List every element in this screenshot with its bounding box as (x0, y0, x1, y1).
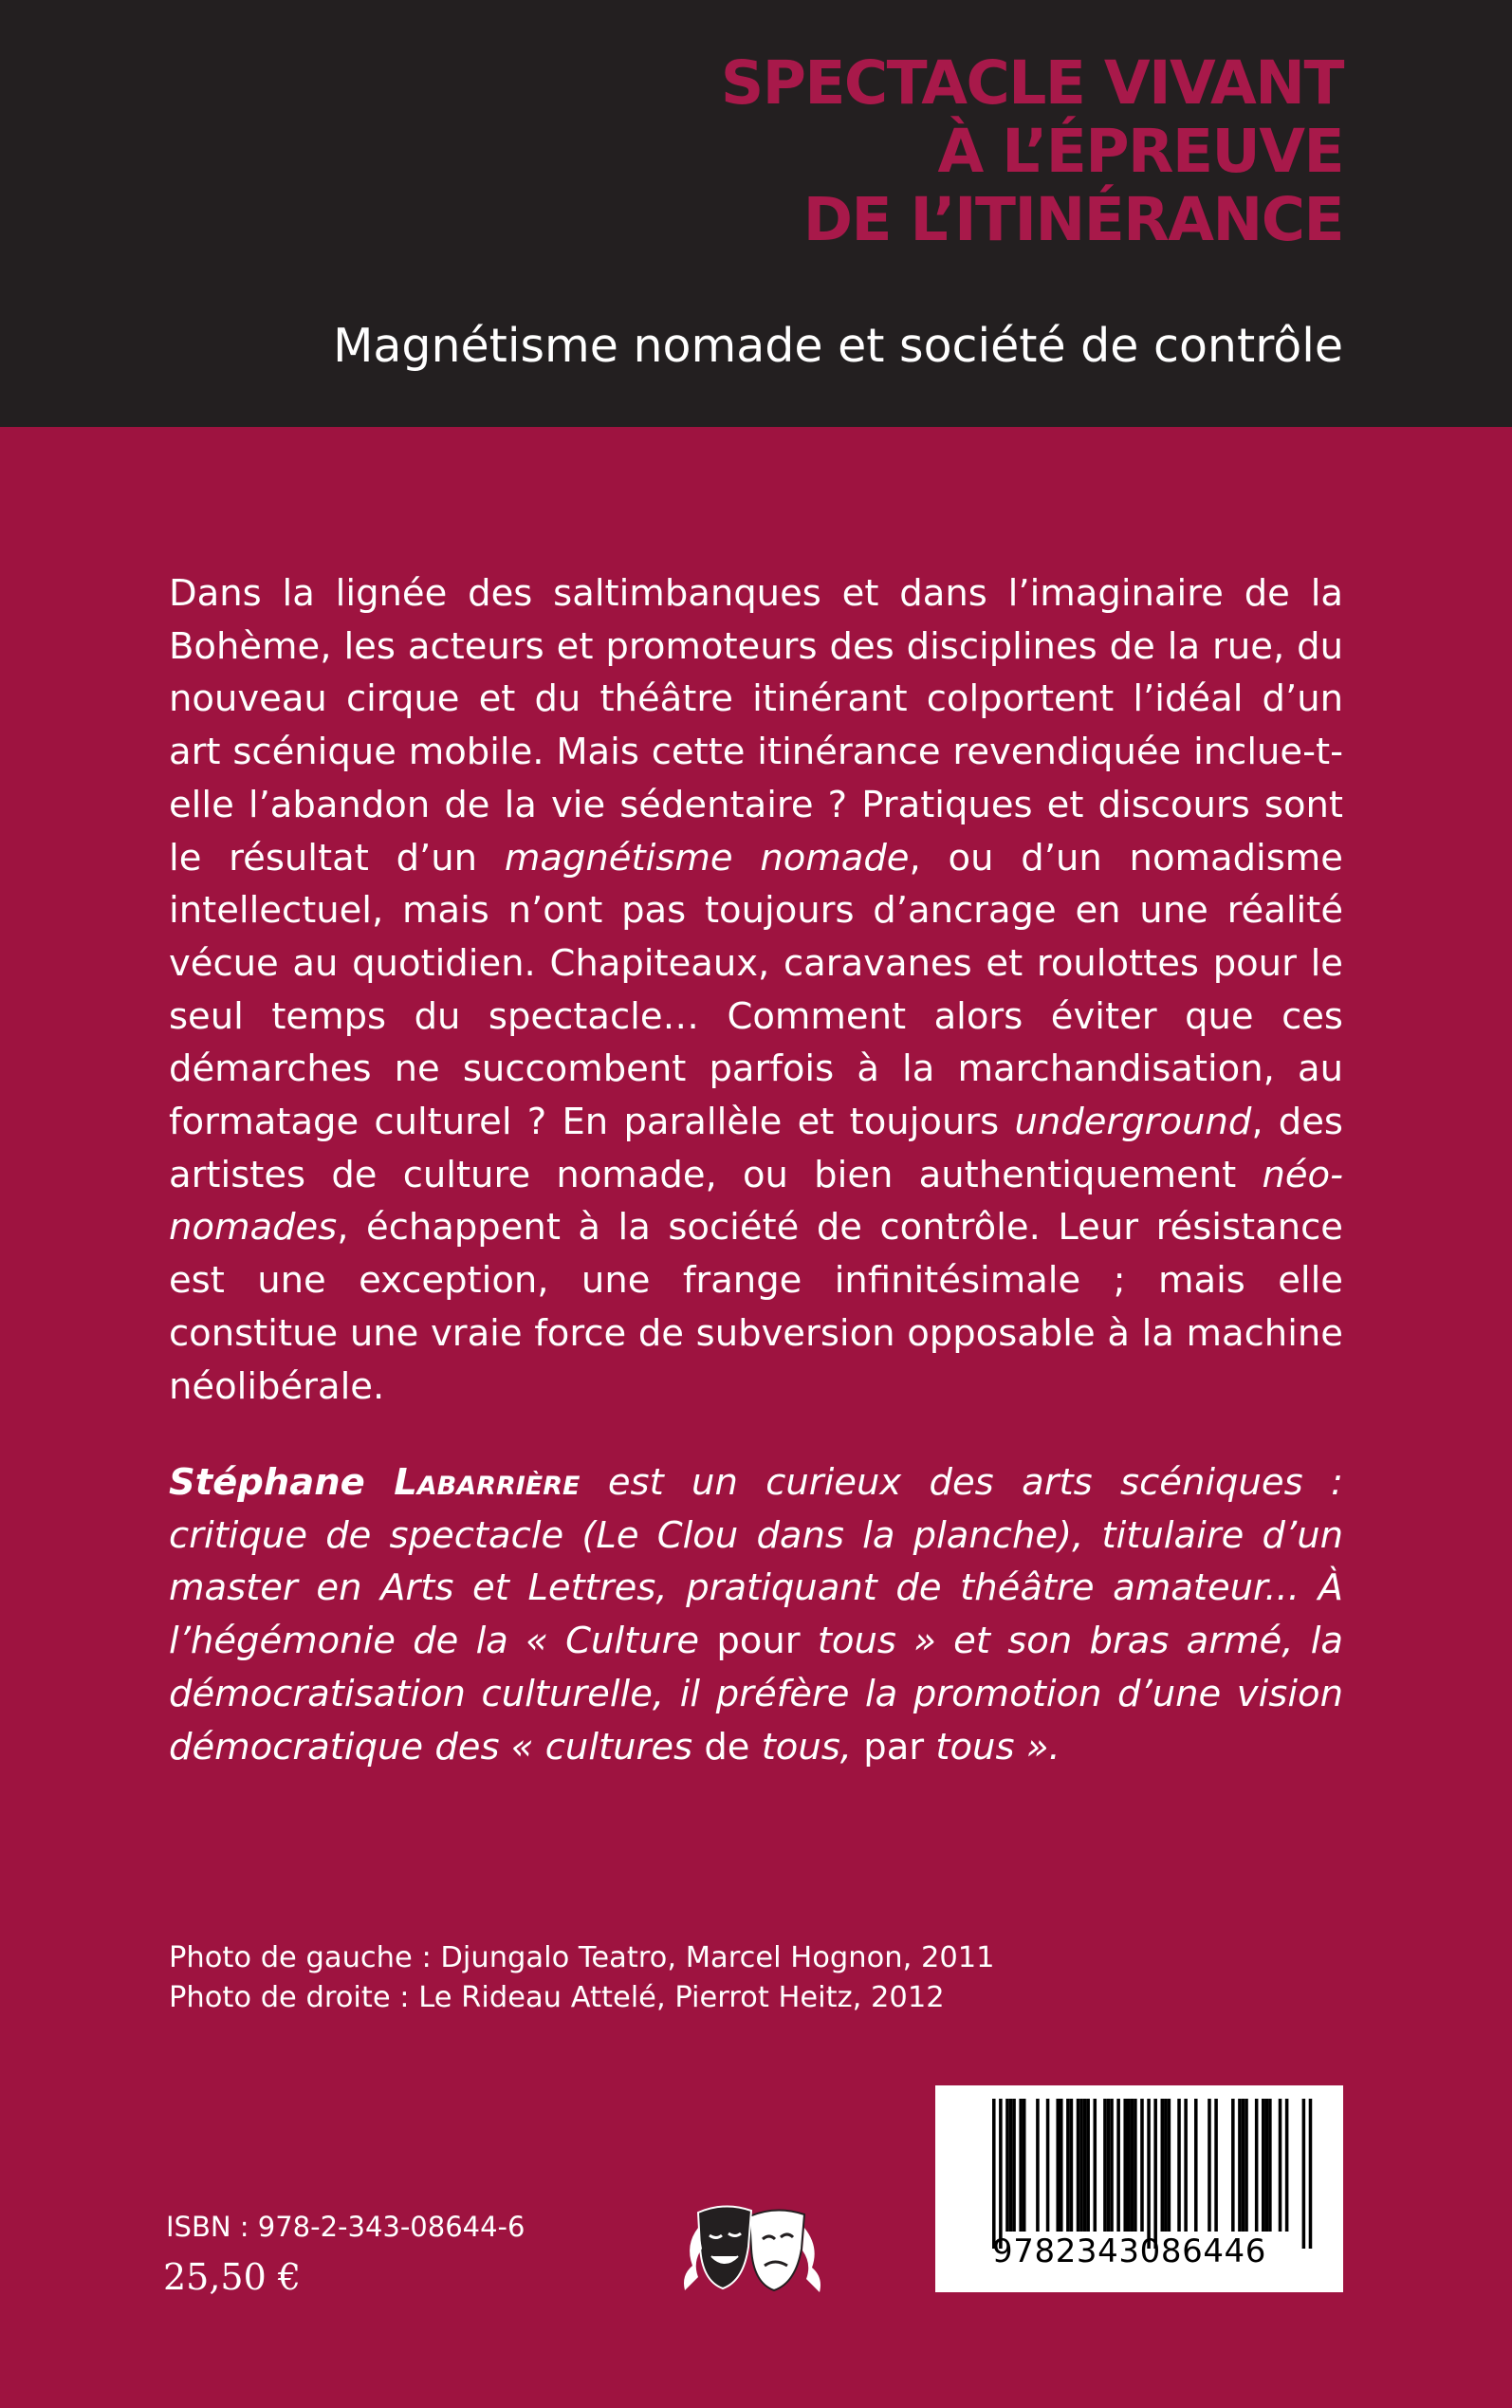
isbn-label: ISBN : 978-2-343-08644-6 (166, 2211, 526, 2243)
barcode-bar (1060, 2099, 1063, 2232)
summary-paragraph (169, 567, 1343, 1413)
barcode-bar (1242, 2099, 1245, 2232)
summary-emphasis-2: underground (1014, 1101, 1252, 1144)
bio-upright-2: de (704, 1725, 750, 1769)
price-label: 25,50 € (163, 2256, 302, 2298)
barcode-bar (1046, 2099, 1050, 2232)
credit-left-photo: Photo de gauche : Djungalo Teatro, Marcel Hognon, 2011 (169, 1941, 995, 1974)
title-line-3: DE L’ITINÉRANCE (802, 185, 1343, 254)
barcode-bar (1009, 2099, 1013, 2232)
barcode-bar (1279, 2099, 1282, 2232)
barcode-bar (1285, 2099, 1289, 2232)
barcode-bar (1265, 2099, 1269, 2232)
barcode-bar (1066, 2099, 1070, 2232)
barcode-bar (1079, 2099, 1083, 2232)
barcode-bar (1168, 2099, 1171, 2232)
barcode-bar (1262, 2099, 1265, 2232)
summary-text-3: , des artistes de culture nomade, ou bien authentiquement (169, 1101, 1343, 1196)
barcode-bar (1140, 2099, 1144, 2232)
barcode-bar (1153, 2099, 1157, 2249)
barcode-bar (1208, 2099, 1211, 2232)
barcode-bar (1103, 2099, 1107, 2232)
barcode-bar (1161, 2099, 1165, 2232)
author-first-name: Stéphane (169, 1461, 395, 1504)
barcode-bar (1019, 2099, 1023, 2232)
bio-text-2: tous » et son bras armé, la démocratisation culturelle, il préfère la promotion d’une vision démocratique des « cultures (169, 1620, 1343, 1769)
barcode-bar (1231, 2099, 1235, 2232)
barcode (935, 2085, 1343, 2292)
barcode-bar (1245, 2099, 1248, 2232)
barcode-bar (1056, 2099, 1060, 2232)
bio-upright-1: pour (716, 1620, 801, 1663)
bio-text-4: tous ». (924, 1725, 1060, 1769)
author-name (169, 1461, 580, 1504)
barcode-bar (1077, 2099, 1080, 2232)
barcode-bar (1123, 2099, 1127, 2232)
credit-right-photo: Photo de droite : Le Rideau Attelé, Pierrot Heitz, 2012 (169, 1981, 945, 2014)
barcode-bar (1268, 2099, 1272, 2232)
barcode-digits: 9782343086446 (992, 2232, 1267, 2270)
barcode-bar (1023, 2099, 1026, 2232)
barcode-bar (1194, 2099, 1198, 2232)
barcode-bar (1127, 2099, 1131, 2232)
summary-emphasis-3: néo-nomades (169, 1153, 1343, 1250)
barcode-bar (1134, 2099, 1137, 2232)
barcode-bar (1147, 2099, 1151, 2249)
barcode-bar (1164, 2099, 1168, 2232)
title-line-2: À L’ÉPREUVE (937, 117, 1343, 186)
barcode-bar (1036, 2099, 1040, 2232)
photo-credits (169, 1938, 995, 2018)
barcode-bar (1302, 2099, 1306, 2249)
barcode-bar (992, 2099, 996, 2249)
title-line-1: SPECTACLE VIVANT (720, 48, 1343, 118)
barcode-bar (1070, 2099, 1074, 2232)
author-bio (169, 1456, 1343, 1773)
barcode-bar (1116, 2099, 1120, 2232)
barcode-bar (1086, 2099, 1090, 2232)
summary-text-4: , échappent à la société de contrôle. Leur résistance est une exception, une frange infinitésimale ; mais elle constitue une vraie force de subversion opposable à la machine néolibérale. (169, 1206, 1343, 1408)
bio-text-1: est un curieux des arts scéniques : critique de spectacle (Le Clou dans la planche), titulaire d’un master en Arts et Lettres, pratiquant de théâtre amateur... À l’hégémonie de la « Culture (169, 1461, 1343, 1663)
barcode-bar (1214, 2099, 1218, 2232)
summary-text-1: Dans la lignée des saltimbanques et dans l’imaginaire de la Bohème, les acteurs et promoteurs des disciplines de la rue, du nouveau cirque et du théâtre itinérant colportent l’idéal d’un art scénique mobile. Mais cette itinérance revendiquée inclue-t-elle l’abandon de la vie sédentaire ? Pratiques et discours sont le résultat d’un (169, 572, 1343, 880)
book-subtitle: Magnétisme nomade et société de contrôle (333, 319, 1343, 373)
theatre-masks-icon (681, 2199, 823, 2304)
barcode-bar (1131, 2099, 1134, 2232)
barcode-bar (1309, 2099, 1313, 2249)
header-band (0, 0, 1512, 427)
barcode-bar (1177, 2099, 1181, 2232)
summary-emphasis-1: magnétisme nomade (504, 836, 910, 880)
barcode-bar (999, 2099, 1003, 2249)
bio-text-3: tous, (749, 1725, 864, 1769)
barcode-bar (1110, 2099, 1114, 2232)
barcode-bar (1107, 2099, 1111, 2232)
barcode-bar (1238, 2099, 1242, 2232)
barcode-bar (1184, 2099, 1188, 2232)
summary-text-2: , ou d’un nomadisme intellectuel, mais n’ont pas toujours d’ancrage en une réalité vécue au quotidien. Chapiteaux, caravanes et roulottes pour le seul temps du spectacle… Comment alors éviter que ces démarches ne succombent parfois à la marchandisation, au formatage culturel ? En parallèle et toujours (169, 836, 1343, 1144)
barcode-bar (1255, 2099, 1259, 2232)
bio-upright-3: par (863, 1725, 925, 1769)
book-title (721, 49, 1343, 254)
barcode-bar (1083, 2099, 1087, 2232)
barcode-bar (1012, 2099, 1016, 2232)
theatre-masks-svg (681, 2199, 823, 2304)
barcode-bar (1005, 2099, 1009, 2232)
barcode-bar (1094, 2099, 1097, 2232)
author-last-name: Labarrière (394, 1461, 581, 1504)
